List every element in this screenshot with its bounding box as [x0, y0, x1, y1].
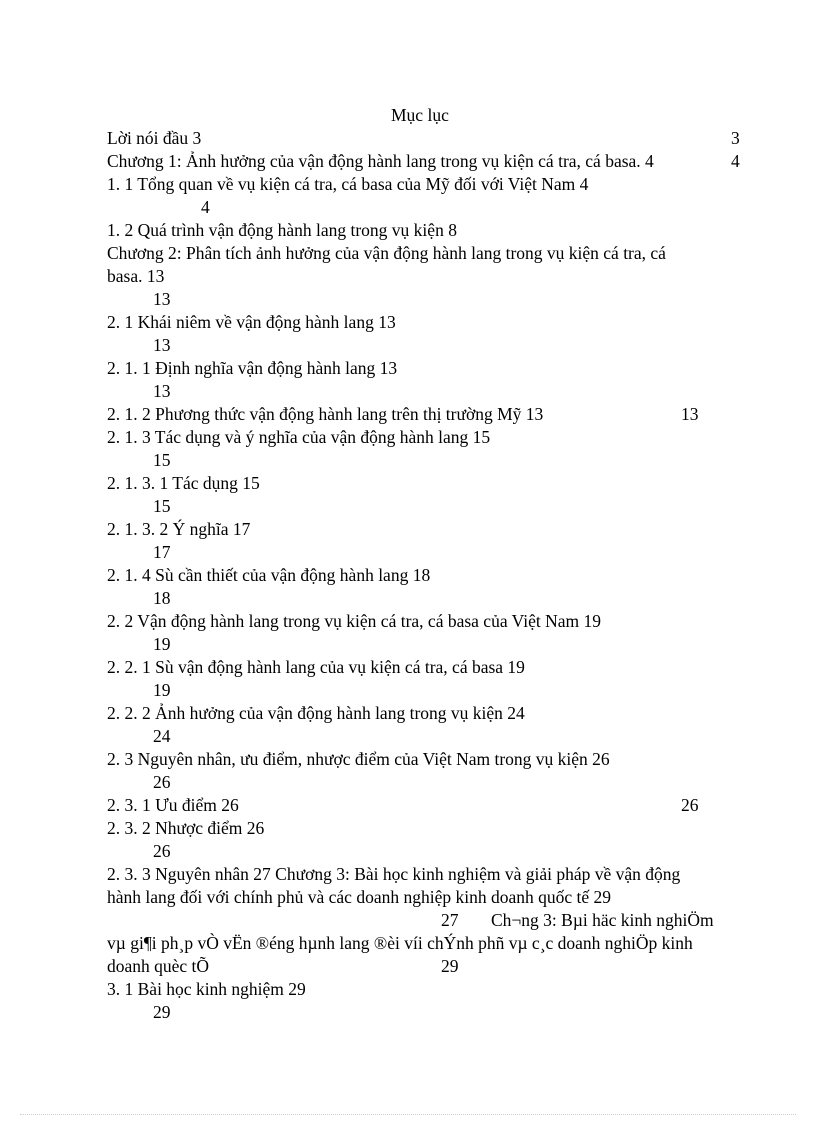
- toc-entry-page: 13: [681, 404, 699, 424]
- toc-entry-text: 2. 1. 4 Sù cần thiết của vận động hành lang 18: [107, 565, 431, 585]
- toc-entry-page: 13: [153, 381, 171, 401]
- toc-entry-text: 2. 3. 1 Ưu điểm 26: [107, 795, 239, 815]
- toc-entry-text: 2. 2. 1 Sù vận động hành lang của vụ kiện cá tra, cá basa 19: [107, 657, 525, 677]
- toc-entry-page: 26: [153, 841, 171, 861]
- toc-entry-page: 15: [153, 450, 171, 470]
- toc-entry-page: 3: [731, 128, 740, 148]
- toc-entry-text: 3. 1 Bài học kinh nghiệm 29: [107, 979, 306, 999]
- toc-entry-text-garbled-cont: vµ gi¶i ph¸p vÒ vËn ®éng hµnh lang ®èi víi chÝnh phñ vµ c¸c doanh nghiÖp kinh: [107, 933, 693, 953]
- toc-entry-text: 2. 1. 3. 1 Tác dụng 15: [107, 473, 260, 493]
- toc-entry-page: 26: [153, 772, 171, 792]
- toc-entry-text: Chương 2: Phân tích ảnh hưởng của vận động hành lang trong vụ kiện cá tra, cá: [107, 243, 666, 263]
- toc-entry-text: 2. 1. 3 Tác dụng và ý nghĩa của vận động hành lang 15: [107, 427, 491, 447]
- toc-entry-text-garbled-cont: doanh quèc tÕ: [107, 956, 210, 976]
- toc-entry-text: 2. 1. 3. 2 Ý nghĩa 17: [107, 519, 251, 539]
- toc-entry-page: 18: [153, 588, 171, 608]
- toc-entry-page: 4: [201, 197, 210, 217]
- toc-entry-page: 19: [153, 634, 171, 654]
- toc-entry-text-cont: basa. 13: [107, 266, 165, 286]
- toc-entry-page: 24: [153, 726, 171, 746]
- toc-entry-text: Chương 1: Ảnh hưởng của vận động hành lang trong vụ kiện cá tra, cá basa. 4: [107, 151, 654, 171]
- toc-entry-text: 1. 1 Tổng quan về vụ kiện cá tra, cá basa của Mỹ đối với Việt Nam 4: [107, 174, 589, 194]
- toc-entry-page: 19: [153, 680, 171, 700]
- page-title: Mục lục: [391, 105, 449, 125]
- toc-entry-page: 29: [153, 1002, 171, 1022]
- toc-entry-text-cont: hành lang đối với chính phủ và các doanh nghiệp kinh doanh quốc tế 29: [107, 887, 611, 907]
- toc-entry-text: 2. 3. 3 Nguyên nhân 27 Chương 3: Bài học kinh nghiệm và giải pháp về vận động: [107, 864, 681, 884]
- toc-entry-page: 13: [153, 289, 171, 309]
- toc-entry-text: 2. 1 Khái niêm về vận động hành lang 13: [107, 312, 396, 332]
- toc-entry-text-garbled: Ch¬ng 3: Bµi häc kinh nghiÖm: [491, 910, 714, 930]
- page-bottom-divider: [20, 1114, 796, 1115]
- toc-entry-text: 2. 2. 2 Ảnh hưởng của vận động hành lang trong vụ kiện 24: [107, 703, 525, 723]
- toc-entry-page: 15: [153, 496, 171, 516]
- toc-entry-text: Lời nói đầu 3: [107, 128, 202, 148]
- toc-entry-text: 2. 1. 2 Phương thức vận động hành lang trên thị trường Mỹ 13: [107, 404, 544, 424]
- toc-entry-page: 27: [441, 910, 459, 930]
- toc-entry-text: 1. 2 Quá trình vận động hành lang trong vụ kiện 8: [107, 220, 457, 240]
- toc-entry-page: 26: [681, 795, 699, 815]
- toc-entry-text: 2. 1. 1 Định nghĩa vận động hành lang 13: [107, 358, 398, 378]
- toc-entry-page: 29: [441, 956, 459, 976]
- toc-entry-text: 2. 2 Vận động hành lang trong vụ kiện cá tra, cá basa của Việt Nam 19: [107, 611, 601, 631]
- toc-entry-text: 2. 3. 2 Nhược điểm 26: [107, 818, 265, 838]
- toc-entry-page: 17: [153, 542, 171, 562]
- toc-entry-text: 2. 3 Nguyên nhân, ưu điểm, nhược điểm của Việt Nam trong vụ kiện 26: [107, 749, 610, 769]
- toc-entry-page: 13: [153, 335, 171, 355]
- toc-entry-page: 4: [731, 151, 740, 171]
